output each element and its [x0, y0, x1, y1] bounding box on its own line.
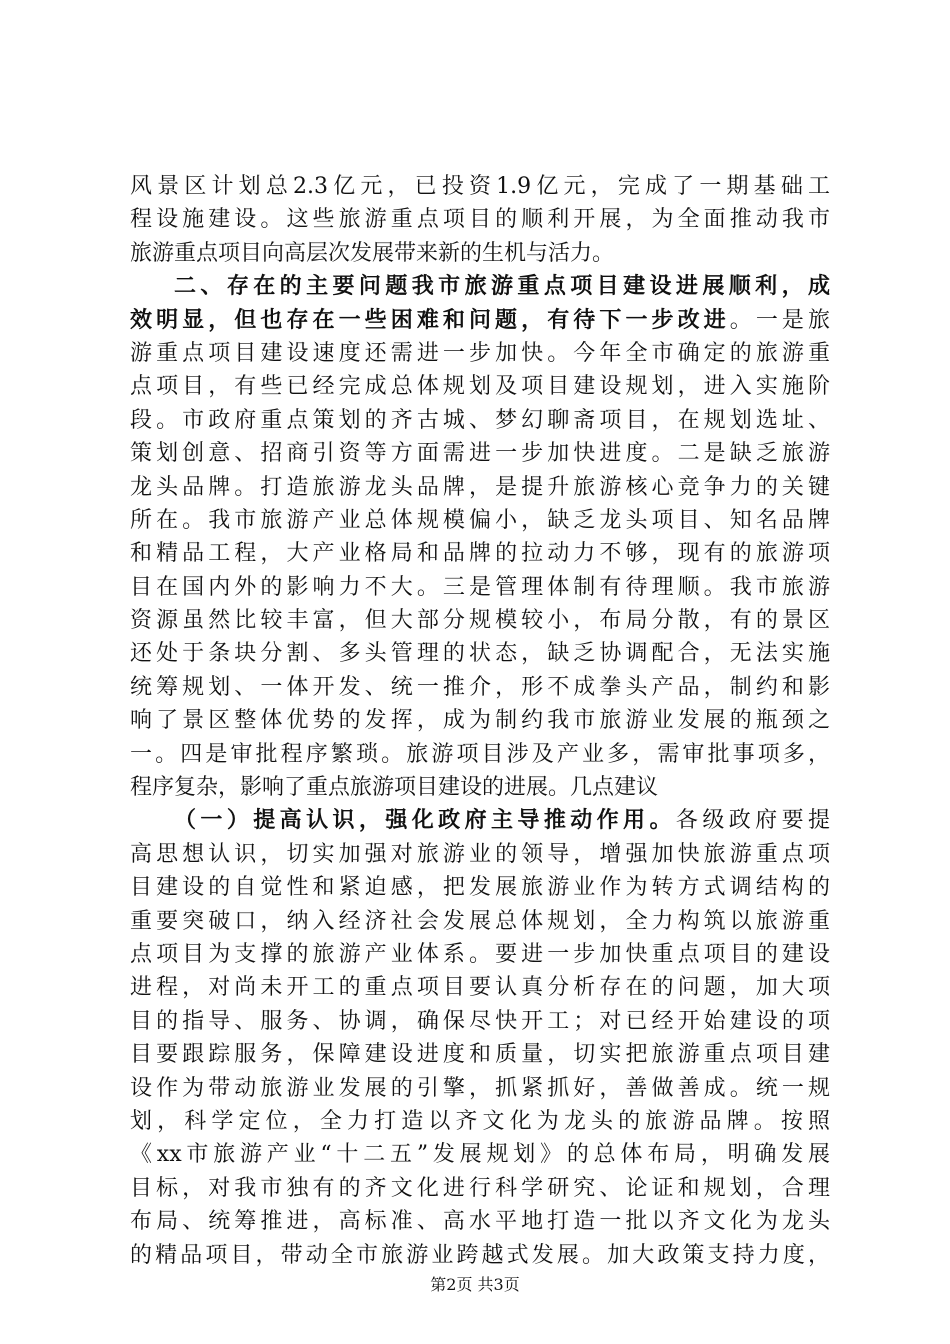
- text-line: [130, 1138, 830, 1171]
- line-text: 还处于条块分割、多头管理的状态，缺乏协调配合，无法实施: [130, 641, 830, 667]
- text-line: [130, 905, 830, 938]
- page-footer: [0, 1272, 950, 1295]
- text-line: [130, 337, 830, 370]
- line-text: 一。四是审批程序繁琐。旅游项目涉及产业多，需审批事项多，: [130, 741, 830, 767]
- line-text: 设作为带动旅游业发展的引擎，抓紧抓好，善做善成。统一规: [130, 1075, 830, 1101]
- section-heading-line: [130, 270, 830, 303]
- text-line: [130, 404, 830, 437]
- section-heading-continued: 效明显，但也存在一些困难和问题，有待下一步改进: [130, 306, 730, 333]
- line-text: 点项目为支撑的旅游产业体系。要进一步加快重点项目的建设: [130, 941, 830, 967]
- text-line: [130, 571, 830, 604]
- subsection-heading: （一）提高认识，强化政府主导推动作用。: [174, 807, 676, 834]
- line-text: 风景区计划总2.3亿元，已投资1.9亿元，完成了一期基础工: [130, 174, 830, 199]
- text-line: [130, 738, 830, 771]
- subsection-heading-line: [130, 804, 830, 837]
- line-text: 的精品项目，带动全市旅游业跨越式发展。加大政策支持力度，: [130, 1242, 830, 1268]
- line-text: 目标，对我市独有的齐文化进行科学研究、论证和规划，合理: [130, 1175, 830, 1201]
- line-text: 龙头品牌。打造旅游龙头品牌，是提升旅游核心竞争力的关键: [130, 474, 830, 500]
- text-line: [130, 504, 830, 537]
- line-text: 目的指导、服务、协调，确保尽快开工；对已经开始建设的项: [130, 1008, 830, 1034]
- line-text: 目要跟踪服务，保障建设进度和质量，切实把旅游重点项目建: [130, 1042, 830, 1068]
- line-text: 高思想认识，切实加强对旅游业的领导，增强加快旅游重点项: [130, 841, 830, 867]
- document-body: [130, 170, 830, 1272]
- line-text: 旅游重点项目向高层次发展带来新的生机与活力。: [130, 240, 615, 266]
- line-text: 点项目，有些已经完成总体规划及项目建设规划，进入实施阶: [130, 374, 830, 400]
- line-text: 《xx市旅游产业“十二五”发展规划》的总体布局，明确发展: [130, 1142, 830, 1168]
- text-line: [130, 237, 830, 270]
- section-heading: 二、存在的主要问题我市旅游重点项目建设进展顺利，成: [174, 273, 830, 300]
- text-line: [130, 203, 830, 236]
- text-line: [130, 1239, 830, 1272]
- text-line: [130, 1205, 830, 1238]
- line-text: 游重点项目建设速度还需进一步加快。今年全市确定的旅游重: [130, 340, 830, 366]
- line-text: 目在国内外的影响力不大。三是管理体制有待理顺。我市旅游: [130, 574, 830, 600]
- line-text: 段。市政府重点策划的齐古城、梦幻聊斋项目，在规划选址、: [130, 407, 830, 433]
- line-text: 程序复杂，影响了重点旅游项目建设的进展。几点建议: [130, 775, 659, 801]
- text-line: [130, 1038, 830, 1071]
- line-text: 进程，对尚未开工的重点项目要认真分析存在的问题，加大项: [130, 975, 830, 1001]
- text-line: [130, 471, 830, 504]
- line-text: 重要突破口，纳入经济社会发展总体规划，全力构筑以旅游重: [130, 908, 830, 934]
- line-text: 响了景区整体优势的发挥，成为制约我市旅游业发展的瓶颈之: [130, 708, 830, 734]
- text-line: [130, 671, 830, 704]
- text-line: [130, 537, 830, 570]
- line-text: 。一是旅: [729, 307, 830, 333]
- line-text: 和精品工程，大产业格局和品牌的拉动力不够，现有的旅游项: [130, 541, 830, 567]
- text-line: [130, 604, 830, 637]
- text-line: [130, 838, 830, 871]
- text-line: [130, 1005, 830, 1038]
- line-text: 划，科学定位，全力打造以齐文化为龙头的旅游品牌。按照: [130, 1108, 830, 1134]
- text-line: [130, 1072, 830, 1105]
- text-line: [130, 1105, 830, 1138]
- line-text: 目建设的自觉性和紧迫感，把发展旅游业作为转方式调结构的: [130, 875, 830, 901]
- text-line: [130, 771, 830, 804]
- line-text: 布局、统筹推进，高标准、高水平地打造一批以齐文化为龙头: [130, 1209, 830, 1235]
- text-line: [130, 170, 830, 203]
- line-text: 资源虽然比较丰富，但大部分规模较小，布局分散，有的景区: [130, 608, 830, 634]
- text-line: [130, 1172, 830, 1205]
- text-line: [130, 637, 830, 670]
- line-text: 策划创意、招商引资等方面需进一步加快进度。二是缺乏旅游: [130, 441, 830, 467]
- page-number: 第2页 共3页: [430, 1275, 520, 1294]
- text-line: [130, 370, 830, 403]
- line-text: 所在。我市旅游产业总体规模偏小，缺乏龙头项目、知名品牌: [130, 507, 830, 533]
- text-line: [130, 871, 830, 904]
- text-line: [130, 304, 830, 337]
- text-line: [130, 938, 830, 971]
- line-text: 各级政府要提: [675, 808, 830, 834]
- text-line: [130, 704, 830, 737]
- line-text: 程设施建设。这些旅游重点项目的顺利开展，为全面推动我市: [130, 207, 830, 233]
- text-line: [130, 437, 830, 470]
- text-line: [130, 971, 830, 1004]
- line-text: 统筹规划、一体开发、统一推介，形不成拳头产品，制约和影: [130, 674, 830, 700]
